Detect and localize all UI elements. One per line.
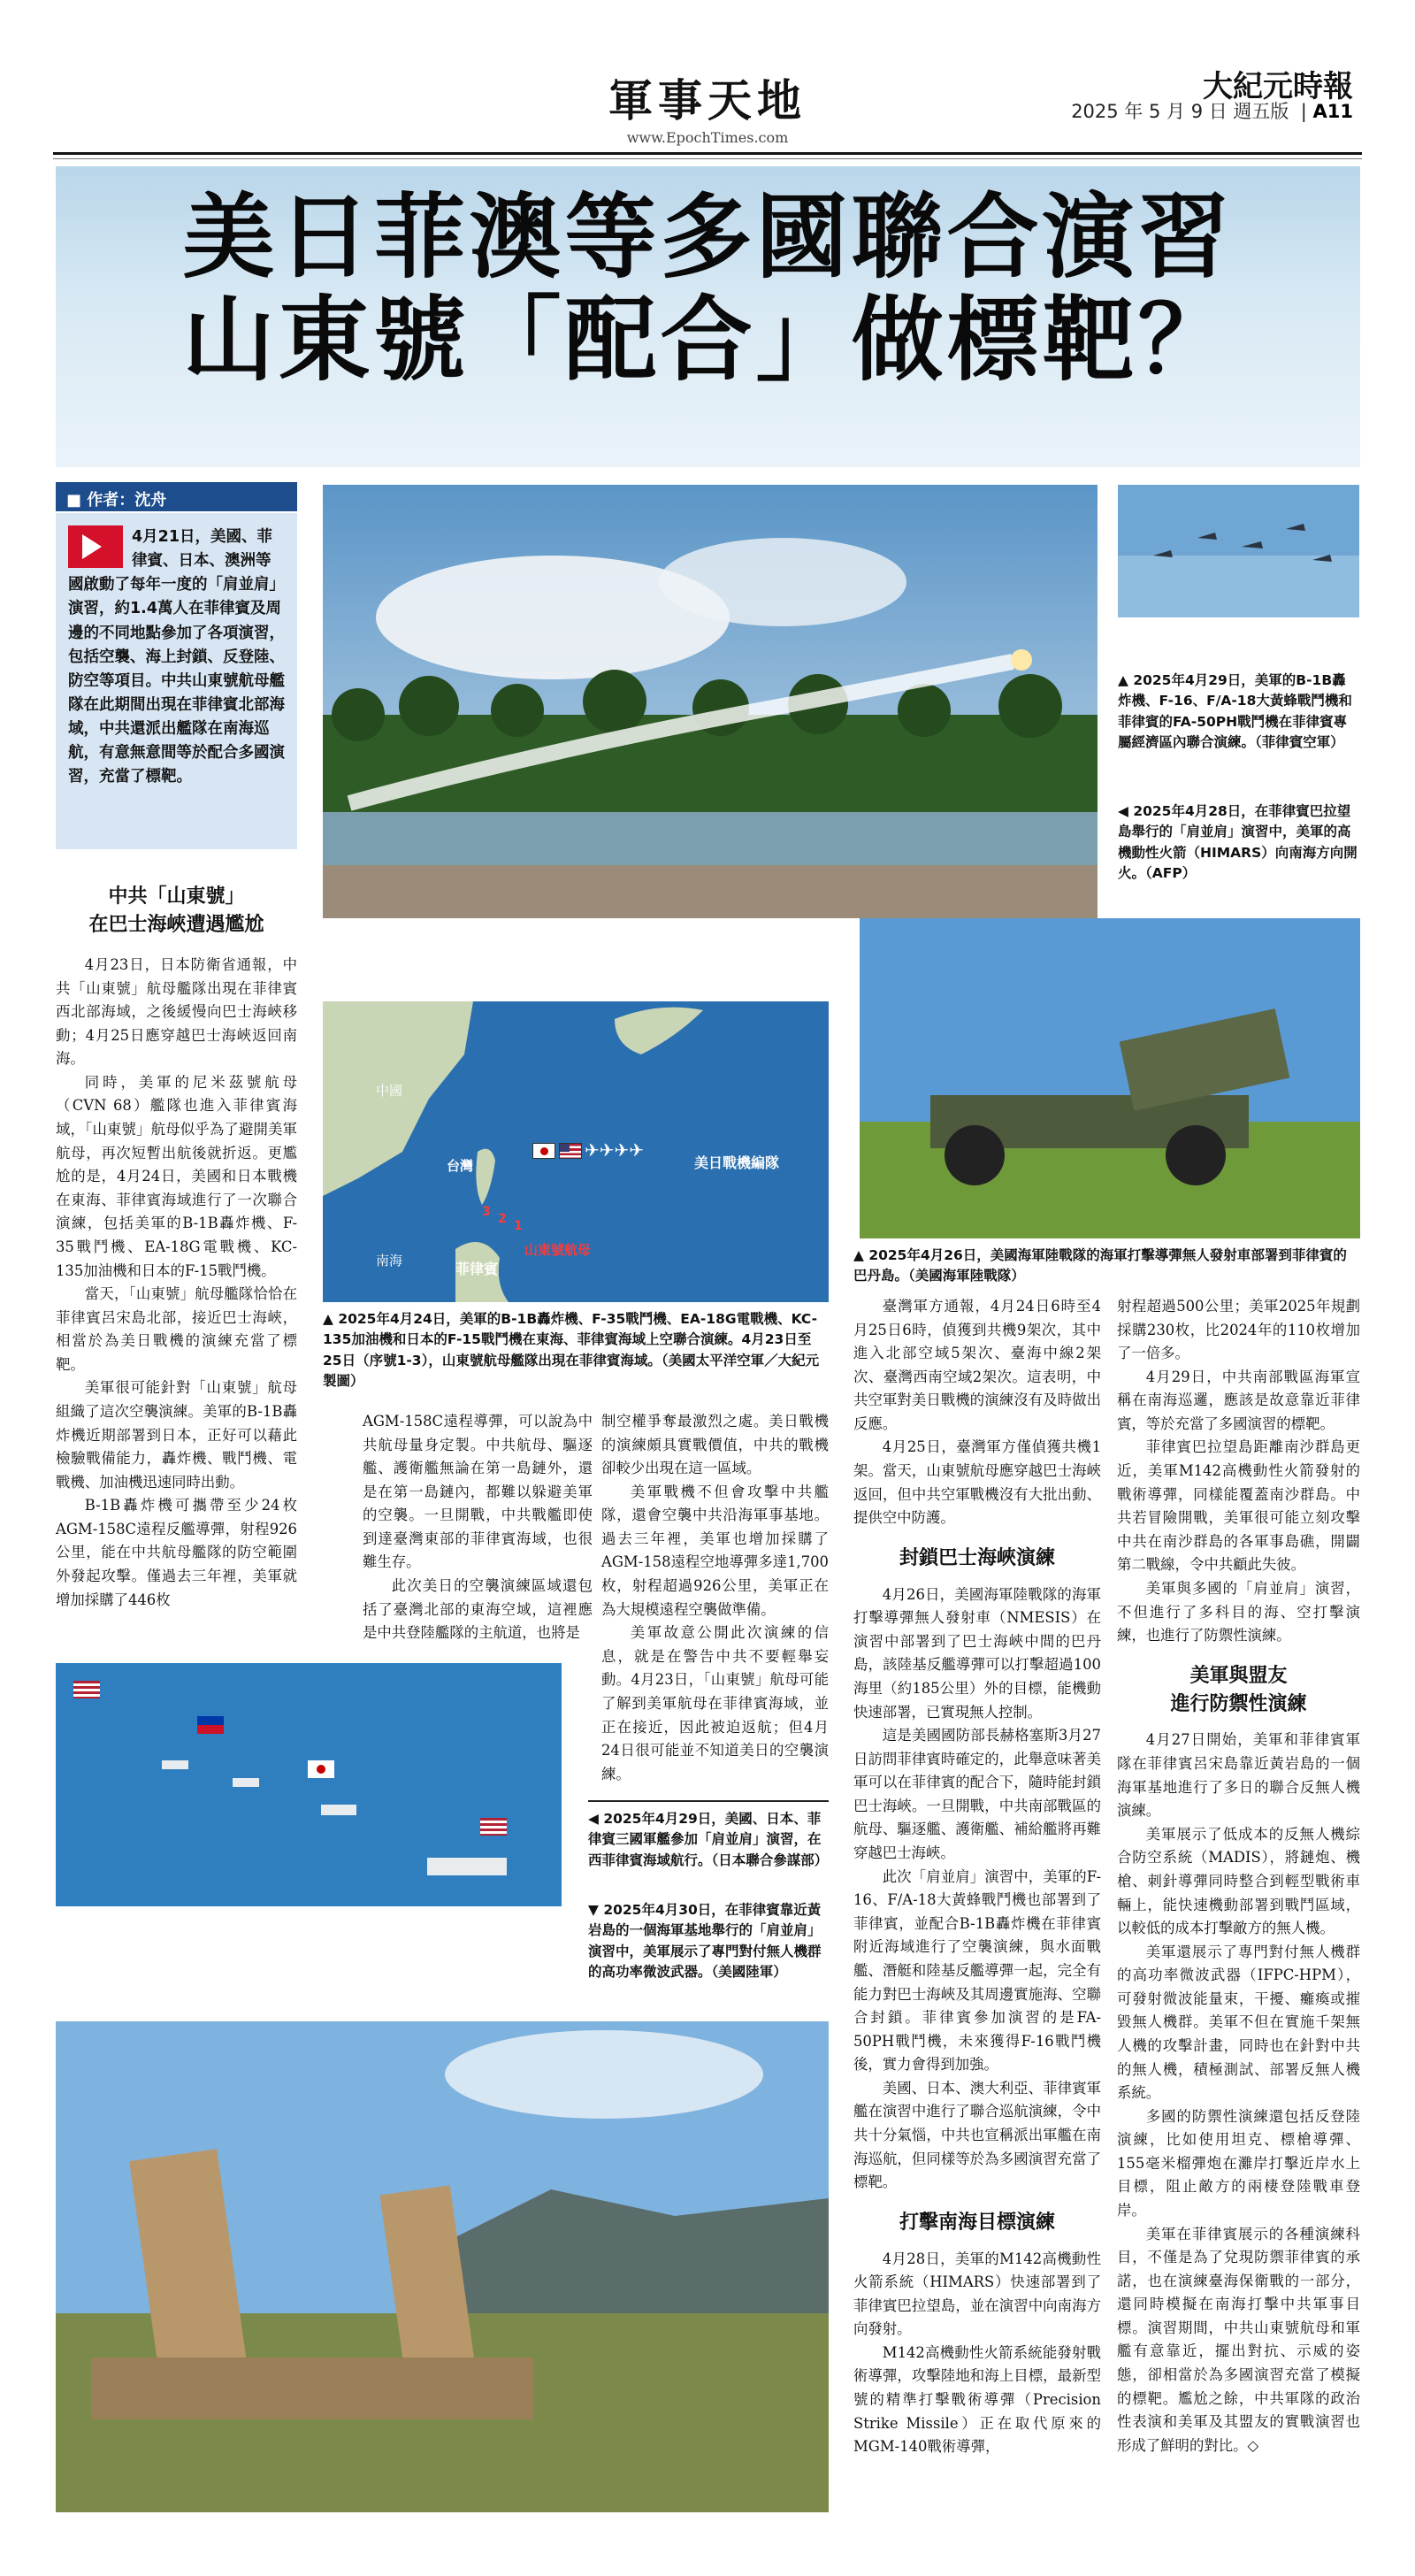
newspaper-logo: 大紀元時報 bbox=[1203, 69, 1353, 104]
lead-text: 4月21日，美國、菲律賓、日本、澳洲等國啟動了每年一度的「肩並肩」演習，約1.4萬人在菲律賓及周邊的不同地點參加了各項演習，包括空襲、海上封鎖、反登陸、防空等項目。中共山東號航母艦隊在此期間出現在菲律賓北部海域，中共還派出艦隊在南海巡航，有意無意間等於配合多國演習，充當了標靶。 bbox=[68, 528, 285, 786]
map-exercise bbox=[323, 1001, 829, 1302]
dateline: 2025 年 5 月 9 日 週五版 | A11 bbox=[1071, 101, 1353, 122]
us-flag-icon bbox=[480, 1818, 507, 1836]
paragraph: 制空權爭奪最激烈之處。美日戰機的演練頗具實戰價值，中共的戰機卻較少出現在這一區域。 bbox=[601, 1413, 829, 1477]
article-col-1 bbox=[56, 954, 297, 1612]
photo-radar bbox=[56, 2021, 829, 2512]
photo-ships bbox=[56, 1663, 562, 1906]
article-col-4 bbox=[853, 1295, 1101, 2459]
paragraph: 美軍在菲律賓展示的各種演練科目，不僅是為了兌現防禦菲律賓的承諾，也在演練臺海保衛戰的一部分，還同時模擬在南海打擊中共軍事目標。演習期間，中共山東號航母和軍艦有意靠近，擺出對抗、示威的姿態，卻相當於為多國演習充當了模擬的標靶。尷尬之餘，中共軍隊的政治性表演和美軍及其盟友的實戰演習也形成了鮮明的對比。◇ bbox=[1117, 2225, 1360, 2454]
paragraph: 4月28日，美軍的M142高機動性火箭系統（HIMARS）快速部署到了菲律賓巴拉望島，並在演習中向南海方向發射。 bbox=[853, 2250, 1101, 2338]
nmesis-photo-art bbox=[860, 918, 1360, 1238]
paragraph: 美軍很可能針對「山東號」航母組織了這次空襲演練。美軍的B-1B轟炸機近期部署到日本，正好可以藉此檢驗戰備能力，轟炸機、戰鬥機、電戰機、加油機迅速同時出動。 bbox=[56, 1379, 297, 1491]
map-label-carrier: 山東號航母 bbox=[524, 1242, 592, 1258]
map-label-jets: 美日戰機編隊 bbox=[694, 1154, 780, 1171]
paragraph: 此次「肩並肩」演習中，美軍的F-16、F/A-18大黃蜂戰鬥機也部署到了菲律賓，並配合B-1B轟炸機在菲律賓附近海域進行了空襲演練，與水面戰艦、潛艇和陸基反艦導彈一起，完全有能力對巴士海峽及其周邊實施海、空聯合封鎖。菲律賓參加演習的是FA-50PH戰鬥機，未來獲得F-16戰鬥機後，實力會得到加強。 bbox=[853, 1867, 1101, 2074]
map-seq-1: 1 bbox=[514, 1219, 523, 1233]
issue-date: 2025 年 5 月 9 日 週五版 bbox=[1071, 101, 1289, 122]
himars-photo-art bbox=[323, 485, 1098, 918]
article-col-2 bbox=[363, 1410, 593, 1645]
map-label-philippines: 菲律賓 bbox=[455, 1261, 499, 1277]
ships-photo-art bbox=[56, 1663, 562, 1906]
subhead-bashi: 封鎖巴士海峽演練 bbox=[899, 1546, 1055, 1569]
map-label-china: 中國 bbox=[376, 1083, 403, 1099]
paragraph: 這是美國國防部長赫格塞斯3月27日訪問菲律賓時確定的，此舉意味著美軍可以在菲律賓的配合下，隨時能封鎖巴士海峽。一旦開戰，中共南部戰區的航母、驅逐艦、護衛艦、補給艦將再難穿越巴士海峽。 bbox=[853, 1727, 1101, 1862]
paragraph: 美軍故意公開此次演練的信息，就是在警告中共不要輕舉妄動。4月23日，「山東號」航母可能了解到美軍航母在菲律賓海域，並正在接近，因此被迫返航；但4月24日很可能並不知道美日的空襲演練。 bbox=[601, 1624, 829, 1782]
philippines-flag-icon bbox=[197, 1716, 224, 1734]
paragraph: M142高機動性火箭系統能發射戰術導彈，攻擊陸地和海上目標，最新型號的精準打擊戰術導彈（Precision Strike Missile）正在取代原來的MGM-140戰術導彈， bbox=[853, 2343, 1101, 2456]
play-arrow-icon bbox=[68, 525, 123, 568]
map-seq-3: 3 bbox=[482, 1205, 491, 1219]
paragraph: 4月29日，中共南部戰區海軍宣稱在南海巡邏，應該是故意靠近菲律賓，等於充當了多國演習的標靶。 bbox=[1117, 1368, 1360, 1432]
caption-ships: ◀ 2025年4月29日，美國、日本、菲律賓三國軍艦參加「肩並肩」演習，在西菲律賓海域航行。（日本聯合參謀部） bbox=[588, 1811, 829, 1868]
paragraph: 美國、日本、澳大利亞、菲律賓軍艦在演習中進行了聯合巡航演練，令中共十分氣惱，中共也宣稱派出軍艦在南海巡航，但同樣等於為多國演習充當了標靶。 bbox=[853, 2079, 1101, 2191]
paragraph: 多國的防禦性演練還包括反登陸演練，比如使用坦克、標槍導彈、155毫米榴彈炮在灘岸打擊近岸水上目標，阻止敵方的兩棲登陸戰車登岸。 bbox=[1117, 2107, 1360, 2220]
paragraph: AGM-158C遠程導彈，可以說為中共航母量身定製。中共航母、驅逐艦、護衛艦無論在第一島鏈外，還是在第一島鏈內，都難以躲避美軍的空襲。一旦開戰，中共戰艦即使到達臺灣東部的菲律賓海域，也很難生存。 bbox=[363, 1413, 593, 1571]
jets-photo-art bbox=[1118, 485, 1359, 617]
paragraph: 4月26日，美國海軍陸戰隊的海軍打擊導彈無人發射車（NMESIS）在演習中部署到了巴士海峽中間的巴丹島，該陸基反艦導彈可以打擊超過100海里（約185公里）外的目標，能機動快速部署，已實現無人控制。 bbox=[853, 1585, 1101, 1721]
page-number: A11 bbox=[1312, 101, 1353, 122]
paragraph: 當天，「山東號」航母艦隊恰恰在菲律賓呂宋島北部，接近巴士海峽，相當於為美日戰機的演練充當了標靶。 bbox=[56, 1285, 297, 1373]
site-url: www.EpochTimes.com bbox=[626, 129, 789, 146]
paragraph: 美軍與多國的「肩並肩」演習，不但進行了多科目的海、空打擊演練，也進行了防禦性演練。 bbox=[1117, 1579, 1360, 1644]
paragraph: 4月23日，日本防衛省通報，中共「山東號」航母艦隊出現在菲律賓西北部海域，之後緩慢向巴士海峽移動；4月25日應穿越巴士海峽返回南海。 bbox=[56, 956, 297, 1068]
lead-box bbox=[56, 513, 297, 849]
photo-himars-launch bbox=[323, 485, 1098, 918]
subhead-defense: 美軍與盟友 進行防禦性演練 bbox=[1170, 1664, 1307, 1715]
caption-radar: ▼ 2025年4月30日，在菲律賓靠近黃岩島的一個海軍基地舉行的「肩並肩」演習中，美軍展示了專門對付無人機群的高功率微波武器。（美國陸軍） bbox=[588, 1902, 822, 1980]
paragraph: B-1B轟炸機可攜帶至少24枚AGM-158C遠程反艦導彈，射程926公里，能在中共航母艦隊的防空範圍外發起攻擊。僅過去三年裡，美軍就增加採購了446枚 bbox=[56, 1497, 297, 1608]
article-col-5 bbox=[1117, 1295, 1360, 2457]
caption-map: ▲ 2025年4月24日，美軍的B-1B轟炸機、F-35戰鬥機、EA-18G電戰機、KC-135加油機和日本的F-15戰鬥機在東海、菲律賓海域上空聯合演練。4月23日至25日（序號1-3），山東號航母艦隊出現在菲律賓海域。（美國太平洋空軍／大紀元製圖） bbox=[323, 1311, 820, 1389]
paragraph: 美軍戰機不但會攻擊中共艦隊，還會空襲中共沿海軍事基地。過去三年裡，美軍也增加採購了AGM-158遠程空地導彈多達1,700枚，射程超過926公里，美軍正在為大規模遠程空襲做準備。 bbox=[601, 1483, 829, 1618]
caption-nmesis: ▲ 2025年4月26日，美國海軍陸戰隊的海軍打擊導彈無人發射車部署到菲律賓的巴丹島。（美國海軍陸戰隊） bbox=[853, 1247, 1347, 1284]
masthead-rule bbox=[53, 152, 1362, 155]
caption-rule bbox=[588, 1800, 829, 1802]
paragraph: 同時，美軍的尼米茲號航母（CVN 68）艦隊也進入菲律賓海域，「山東號」航母似乎為了避開美軍航母，再次短暫出航後就折返。更尷尬的是，4月24日，美國和日本戰機在東海、菲律賓海域進行了一次聯合演練，包括美軍的B-1B轟炸機、F-35戰鬥機、EA-18G電戰機、KC-135加油機和日本的F-15戰鬥機。 bbox=[56, 1073, 297, 1279]
byline: ■ 作者：沈舟 bbox=[56, 482, 297, 511]
paragraph: 菲律賓巴拉望島距離南沙群島更近，美軍M142高機動性火箭發射的戰術導彈，同樣能覆蓋南沙群島。中共若冒險開戰，美軍很可能立刻攻擊中共在南沙群島的各軍事島礁，開闢第二戰線，令中共顧此失彼。 bbox=[1117, 1438, 1360, 1574]
japan-flag-icon bbox=[308, 1760, 334, 1778]
article-col-3 bbox=[601, 1410, 829, 1786]
paragraph: 4月25日，臺灣軍方僅偵獲共機1架。當天，山東號航母應穿越巴士海峽返回，但中共空軍戰機沒有大批出動、提供空中防護。 bbox=[853, 1438, 1101, 1527]
us-flag-icon bbox=[73, 1681, 100, 1698]
paragraph: 4月27日開始，美軍和菲律賓軍隊在菲律賓呂宋島靠近黃岩島的一個海軍基地進行了多日的聯合反無人機演練。 bbox=[1117, 1731, 1360, 1820]
us-flag-icon bbox=[559, 1143, 582, 1159]
map-seq-2: 2 bbox=[498, 1212, 507, 1226]
map-label-south-sea: 南海 bbox=[376, 1253, 403, 1269]
subhead-south-sea: 打擊南海目標演練 bbox=[899, 2211, 1055, 2234]
headline-line-2: 山東號「配合」做標靶？ bbox=[182, 285, 1234, 395]
subhead-shandong: 中共「山東號」 在巴士海峽遭遇尷尬 bbox=[88, 886, 264, 936]
paragraph: 此次美日的空襲演練區域還包括了臺灣北部的東海空域，這裡應是中共登陸艦隊的主航道，也將是 bbox=[363, 1577, 593, 1642]
radar-photo-art bbox=[56, 2021, 829, 2512]
map-label-taiwan: 台灣 bbox=[447, 1158, 474, 1174]
jet-icon: ✈✈✈✈ bbox=[585, 1139, 645, 1161]
caption-himars: ◀ 2025年4月28日，在菲律賓巴拉望島舉行的「肩並肩」演習中，美軍的高機動性火箭（HIMARS）向南海方向開火。（AFP） bbox=[1118, 803, 1358, 881]
headline-line-1: 美日菲澳等多國聯合演習 bbox=[182, 182, 1234, 291]
caption-jets: ▲ 2025年4月29日，美軍的B-1B轟炸機、F-16、F/A-18大黃蜂戰鬥機和菲律賓的FA-50PH戰鬥機在菲律賓專屬經濟區內聯合演練。（菲律賓空軍） bbox=[1118, 672, 1352, 750]
photo-nmesis bbox=[860, 918, 1360, 1238]
japan-flag-icon bbox=[532, 1143, 555, 1159]
paragraph: 美軍展示了低成本的反無人機綜合防空系統（MADIS），將鏈炮、機槍、刺針導彈同時整合到輕型戰術車輛上，能快速機動部署到戰鬥區域，以較低的成本打擊敵方的無人機。 bbox=[1117, 1825, 1360, 1937]
photo-jets-formation bbox=[1118, 485, 1359, 617]
paragraph: 臺灣軍方通報，4月24日6時至4月25日6時，偵獲到共機9架次，其中進入北部空域5架次、臺海中線2架次、臺灣西南空域2架次。這表明，中共空軍對美日戰機的演練沒有及時做出反應。 bbox=[853, 1298, 1101, 1432]
headline bbox=[56, 182, 1360, 395]
paragraph: 射程超過500公里；美軍2025年規劃採購230枚，比2024年的110枚增加了一倍多。 bbox=[1117, 1298, 1360, 1362]
masthead-rule-thin bbox=[53, 158, 1362, 159]
paragraph: 美軍還展示了專門對付無人機群的高功率微波武器（IFPC-HPM），可發射微波能量束，干擾、癱瘓或摧毀無人機群。美軍不但在實施千架無人機的攻擊計畫，同時也在針對中共的無人機，積極測試、部署反無人機系統。 bbox=[1117, 1943, 1360, 2102]
section-title: 軍事天地 bbox=[608, 75, 807, 126]
